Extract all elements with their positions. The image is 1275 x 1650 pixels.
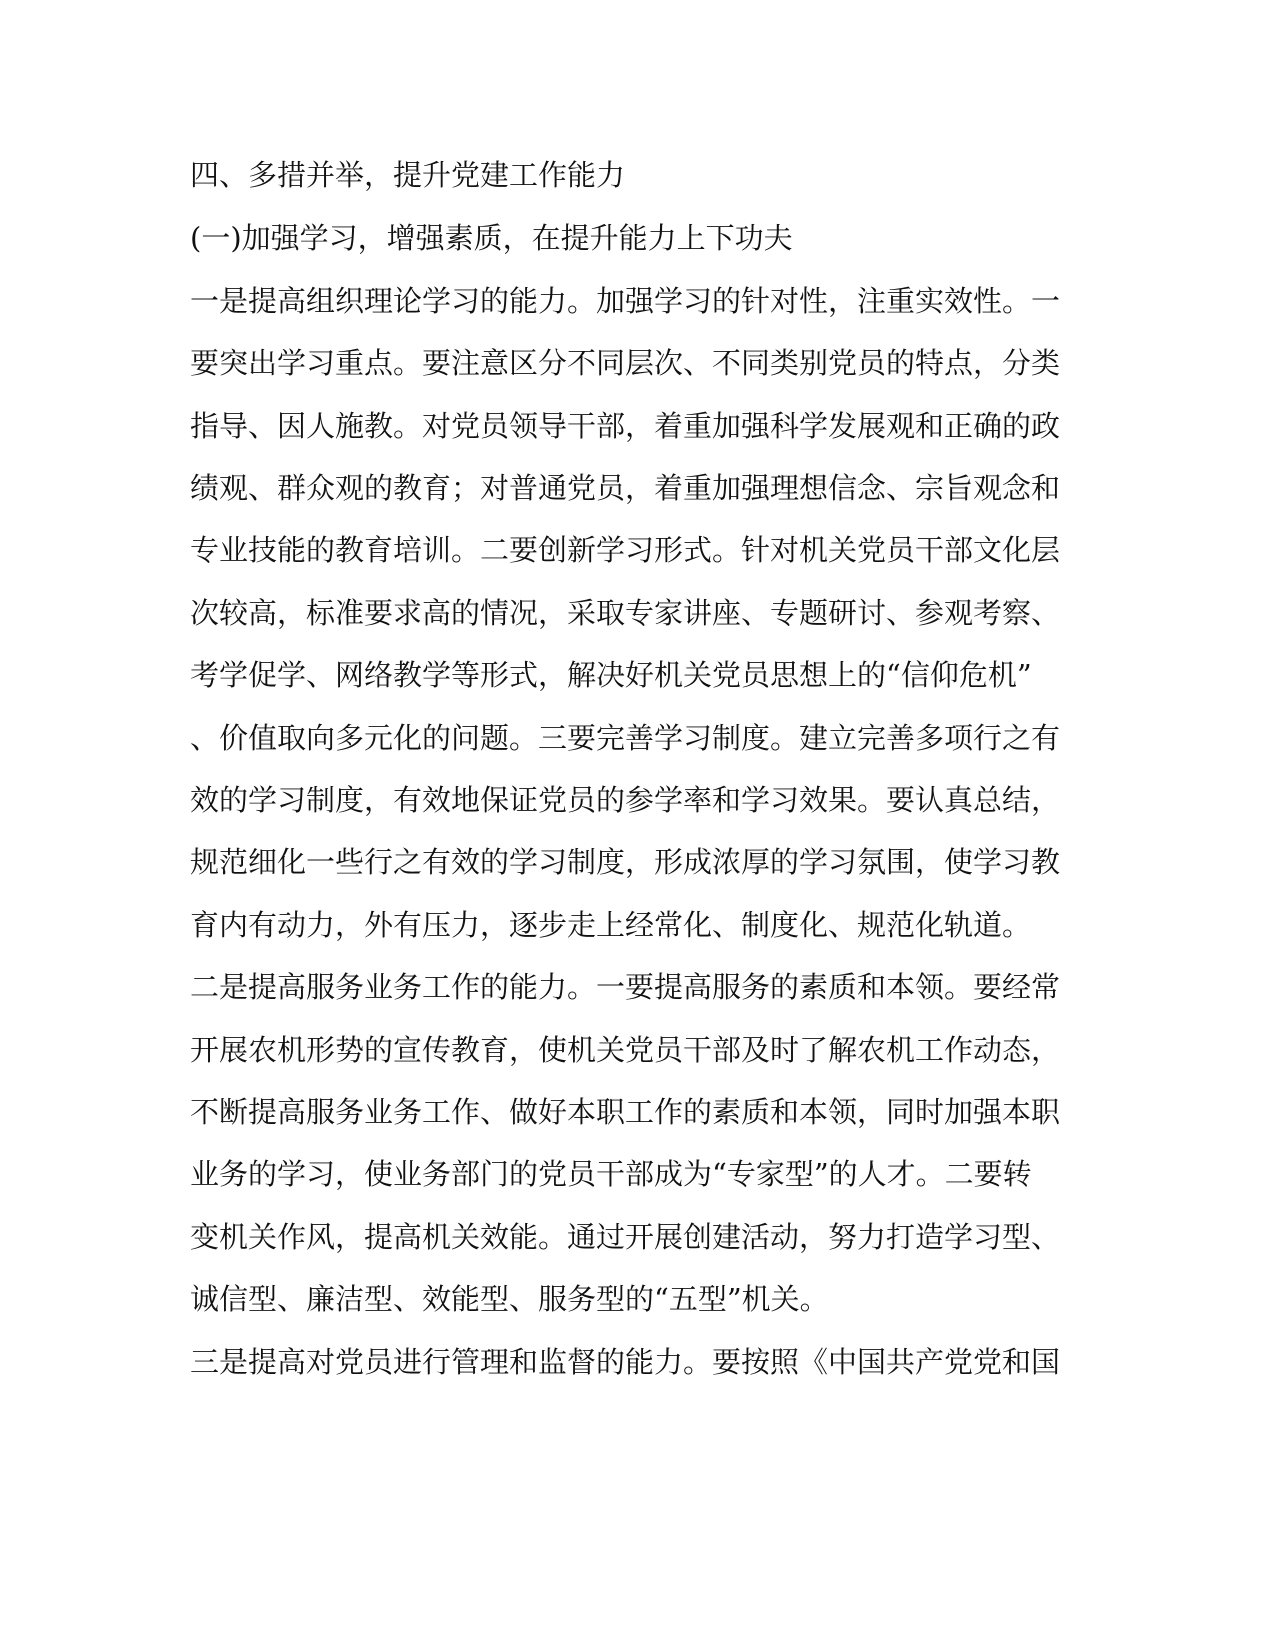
body-line: 三是提高对党员进行管理和监督的能力。要按照《中国共产党党和国	[190, 1345, 1061, 1379]
body-line: 开展农机形势的宣传教育，使机关党员干部及时了解农机工作动态，	[190, 1033, 1061, 1067]
body-line: 变机关作风，提高机关效能。通过开展创建活动，努力打造学习型、	[190, 1220, 1061, 1254]
body-line: 要突出学习重点。要注意区分不同层次、不同类别党员的特点，分类	[190, 346, 1061, 380]
body-line: 规范细化一些行之有效的学习制度，形成浓厚的学习氛围，使学习教	[190, 845, 1061, 879]
body-line: 不断提高服务业务工作、做好本职工作的素质和本领，同时加强本职	[190, 1095, 1061, 1129]
body-line: 、价值取向多元化的问题。三要完善学习制度。建立完善多项行之有	[190, 721, 1061, 755]
body-line: 育内有动力，外有压力，逐步走上经常化、制度化、规范化轨道。	[190, 908, 1032, 942]
body-line: 专业技能的教育培训。二要创新学习形式。针对机关党员干部文化层	[190, 533, 1061, 567]
section-heading: 四、多措并举，提升党建工作能力	[190, 158, 626, 192]
subsection-heading: (一)加强学习，增强素质，在提升能力上下功夫	[190, 221, 793, 255]
body-line: 指导、因人施教。对党员领导干部，着重加强科学发展观和正确的政	[190, 409, 1061, 443]
body-line: 次较高，标准要求高的情况，采取专家讲座、专题研讨、参观考察、	[190, 596, 1061, 630]
body-line: 一是提高组织理论学习的能力。加强学习的针对性，注重实效性。一	[190, 284, 1061, 318]
body-line: 二是提高服务业务工作的能力。一要提高服务的素质和本领。要经常	[190, 970, 1061, 1004]
body-line: 绩观、群众观的教育；对普通党员，着重加强理想信念、宗旨观念和	[190, 471, 1061, 505]
body-line: 效的学习制度，有效地保证党员的参学率和学习效果。要认真总结，	[190, 783, 1061, 817]
body-line: 业务的学习，使业务部门的党员干部成为“专家型”的人才。二要转	[190, 1157, 1032, 1191]
body-line: 诚信型、廉洁型、效能型、服务型的“五型”机关。	[190, 1282, 829, 1316]
body-line: 考学促学、网络教学等形式，解决好机关党员思想上的“信仰危机”	[190, 658, 1032, 692]
